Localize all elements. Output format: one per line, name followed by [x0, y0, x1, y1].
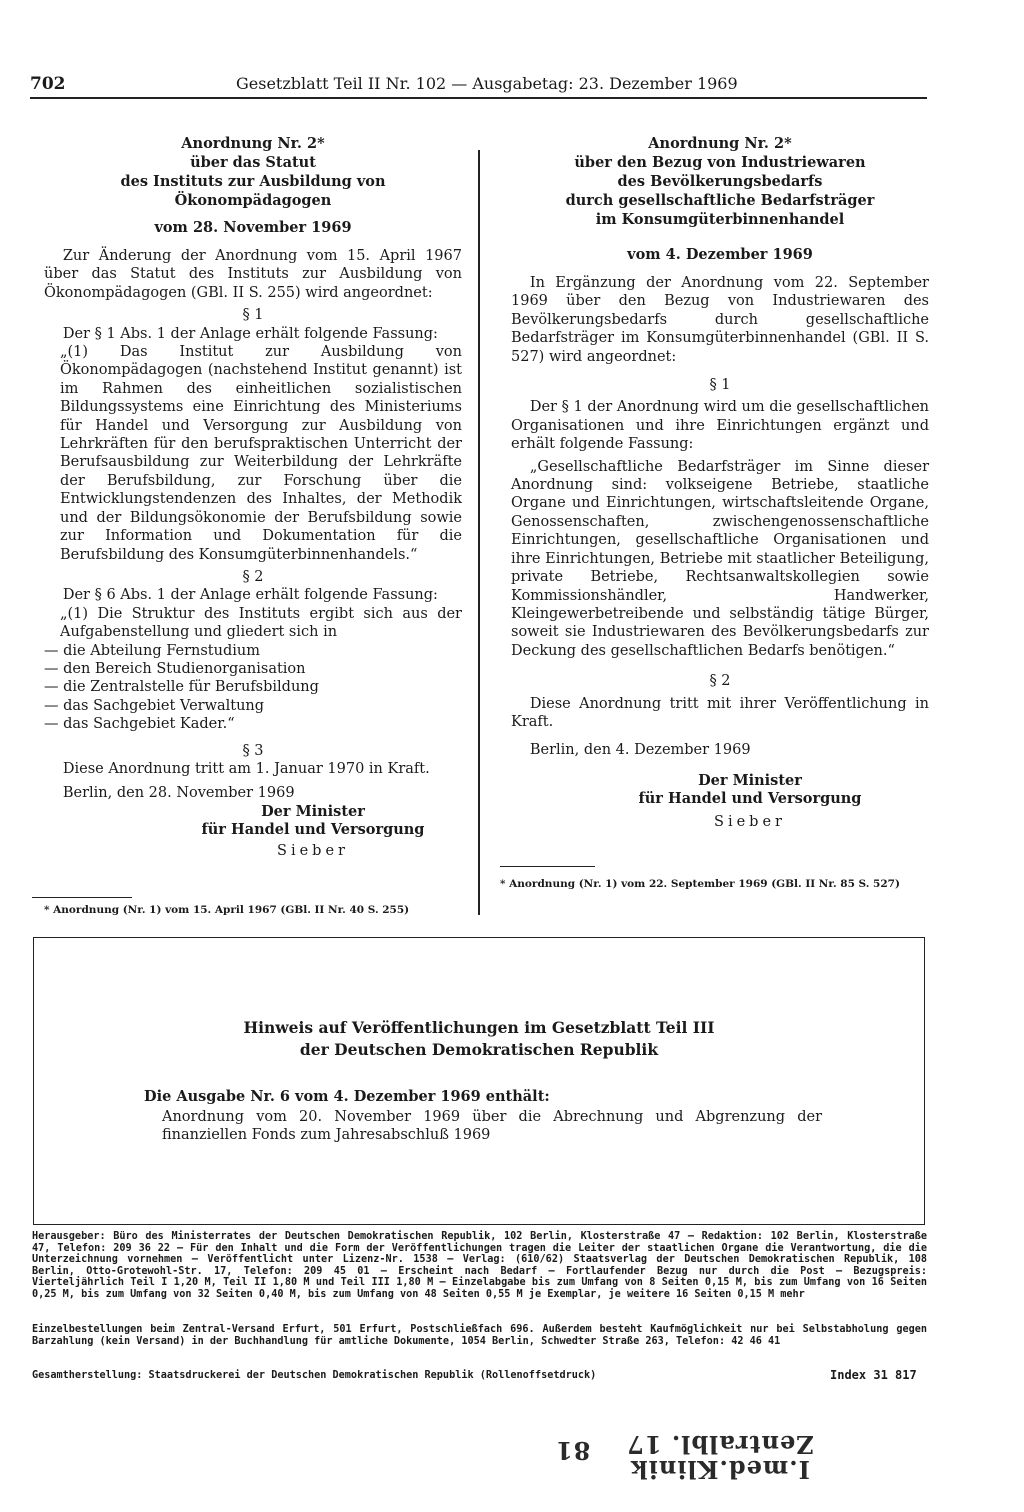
notice-title-2: der Deutschen Demokratischen Republik	[299, 1040, 659, 1059]
right-s1-heading: § 1	[709, 377, 731, 394]
library-stamp	[600, 1430, 840, 1484]
right-title-4: durch gesellschaftliche Bedarfsträger	[565, 192, 875, 209]
right-s2-text: Diese Anordnung tritt mit ihrer Veröffentlichung in Kraft.	[511, 695, 929, 730]
imprint-printer: Gesamtherstellung: Staatsdruckerei der Deutschen Demokratischen Republik (Rollenoffsetdruck)	[32, 1370, 597, 1381]
left-s1-heading: § 1	[242, 307, 264, 324]
stamp-line-1: I.med.Klinik	[630, 1455, 810, 1484]
right-signer: Sieber	[714, 813, 786, 830]
left-footnote: * Anordnung (Nr. 1) vom 15. April 1967 (GBl. II Nr. 40 S. 255)	[44, 904, 410, 916]
left-title-2: über das Statut	[190, 154, 316, 171]
imprint-index: Index 31 817	[830, 1368, 917, 1382]
list-item: — den Bereich Studienorganisation	[44, 660, 306, 677]
column-divider	[478, 150, 480, 915]
left-s1-text: Der § 1 Abs. 1 der Anlage erhält folgende Fassung:	[62, 325, 438, 342]
right-signature-title: Der Minister	[698, 771, 802, 789]
notice-content: Anordnung vom 20. November 1969 über die Abrechnung und Abgrenzung der finanziellen Fonds zum Jahresabschluß 1969	[162, 1109, 822, 1144]
left-intro: Zur Änderung der Anordnung vom 15. April 1967 über das Statut des Instituts zur Ausbildung von Ökonompädagogen (GBl. II S. 255) wird angeordnet:	[44, 248, 462, 301]
list-item: — die Zentralstelle für Berufsbildung	[44, 679, 319, 696]
right-title-5: im Konsumgüterbinnenhandel	[595, 211, 845, 228]
left-s1-quote: „(1) Das Institut zur Ausbildung von Ökonompädagogen (nachstehend Institut genannt) ist im Rahmen des einheitlichen sozialistischen Bildungssystems eine Einrichtung des Ministeriums für Handel und Versorgung zur Ausbildung von Lehrkräften für den berufspraktischen Unterricht der Berufsausbildung zur Weiterbildung der Lehrkräfte der Berufsbildung, zur Forschung über die Entwicklungstendenzen des Inhaltes, der Methodik und der Bildungsökonomie der Berufsbildung sowie zur Information und Dokumentation für die Berufsbildung des Konsumgüterbinnenhandels.“	[60, 344, 462, 563]
left-signer: Sieber	[277, 842, 349, 859]
right-date: vom 4. Dezember 1969	[627, 246, 813, 263]
right-intro: In Ergänzung der Anordnung vom 22. September 1969 über den Bezug von Industriewaren des Bevölkerungsbedarfs durch gesellschaftliche Bedarfsträger im Konsumgüterbinnenhandel (GBl. II S. 527) wird angeordnet:	[511, 275, 929, 365]
left-s3-text: Diese Anordnung tritt am 1. Januar 1970 in Kraft.	[62, 760, 430, 777]
right-title-2: über den Bezug von Industriewaren	[574, 154, 866, 171]
left-date: vom 28. November 1969	[154, 219, 352, 236]
right-s2-heading: § 2	[709, 673, 731, 690]
stamp-line-2	[600, 1430, 840, 1459]
left-footnote-rule	[32, 897, 132, 898]
notice-box	[33, 937, 925, 1225]
left-title-3: des Instituts zur Ausbildung von Ökonompädagogen	[120, 173, 386, 209]
left-s2-quote: „(1) Die Struktur des Instituts ergibt sich aus der Aufgabenstellung und gliedert sich in	[60, 605, 462, 641]
right-s1-quote: „Gesellschaftliche Bedarfsträger im Sinne dieser Anordnung sind: volkseigene Betriebe, staatliche Organe und Einrichtungen, wirtschaftsleitende Organe, Genossenschaften, zwischengenossenschaftliche Einrichtungen, gesellschaftliche Organisationen und ihre Einrichtungen, Betriebe mit staatlicher Beteiligung, private Betriebe, Rechtsanwaltskollegien sowie Kommissionshändler, Handwerker, Kleingewerbetreibende und selbständig tätige Bürger, soweit sie Industriewaren des Bevölkerungsbedarfs zur Deckung des gesellschaftlichen Bedarfs benötigen.“	[511, 458, 929, 659]
right-signature-ministry: für Handel und Versorgung	[638, 790, 862, 808]
list-item: — die Abteilung Fernstudium	[44, 642, 260, 659]
imprint-publisher: Herausgeber: Büro des Ministerrates der Deutschen Demokratischen Republik, 102 Berlin, Klosterstraße 47 – Redaktion: 102 Berlin, Klosterstraße 47, Telefon: 209 36 22 – Für den Inhalt und die Form der Veröffentlichungen tragen die Leiter der staatlichen Organe die Verantwortung, die die Unterzeichnung vornehmen – Veröffentlicht unter Lizenz-Nr. 1538 – Verlag: (610/62) Staatsverlag der Deutschen Demokratischen Republik, 108 Berlin, Otto-Grotewohl-Str. 17, Telefon: 209 45 01 – Erscheint nach Bedarf – Fortlaufender Bezug nur durch die Post – Bezugspreis: Vierteljährlich Teil I 1,20 M, Teil II 1,80 M und Teil III 1,80 M – Einzelabgabe bis zum Umfang von 8 Seiten 0,15 M, bis zum Umfang von 16 Seiten 0,25 M, bis zum Umfang von 32 Seiten 0,40 M, bis zum Umfang von 48 Seiten 0,55 M je Exemplar, je weitere 16 Seiten 0,15 M mehr	[32, 1231, 927, 1300]
left-place-date: Berlin, den 28. November 1969	[62, 785, 295, 802]
left-signature-title: Der Minister	[261, 802, 365, 820]
imprint-orders: Einzelbestellungen beim Zentral-Versand Erfurt, 501 Erfurt, Postschließfach 696. Außerdem besteht Kaufmöglichkeit nur bei Selbstabholung gegen Barzahlung (kein Versand) in der Buchhandlung für amtliche Dokumente, 1054 Berlin, Schwedter Straße 263, Telefon: 42 46 41	[32, 1324, 927, 1347]
right-column	[511, 134, 929, 831]
header-rule	[30, 97, 927, 99]
list-item: — das Sachgebiet Verwaltung	[44, 697, 265, 714]
notice-title-1: Hinweis auf Veröffentlichungen im Gesetzblatt Teil III	[243, 1018, 715, 1037]
page-number: 702	[30, 74, 66, 94]
left-s2-heading: § 2	[242, 568, 264, 585]
left-signature-ministry: für Handel und Versorgung	[201, 821, 425, 839]
left-column	[44, 134, 462, 860]
list-item: — das Sachgebiet Kader.“	[44, 716, 235, 733]
left-s3-heading: § 3	[242, 742, 264, 759]
right-s1-text: Der § 1 der Anordnung wird um die gesellschaftlichen Organisationen und ihre Einrichtungen ergänzt und erhält folgende Fassung:	[511, 399, 929, 453]
right-footnote: * Anordnung (Nr. 1) vom 22. September 1969 (GBl. II Nr. 85 S. 527)	[500, 878, 900, 890]
right-title-1: Anordnung Nr. 2*	[648, 135, 792, 152]
stamp-text: Zentralbl. 17	[626, 1430, 814, 1459]
right-place-date: Berlin, den 4. Dezember 1969	[529, 742, 751, 759]
notice-issue: Die Ausgabe Nr. 6 vom 4. Dezember 1969 enthält:	[144, 1088, 550, 1105]
right-footnote-rule	[500, 866, 595, 867]
left-title-1: Anordnung Nr. 2*	[181, 135, 325, 152]
right-title-3: des Bevölkerungsbedarfs	[617, 173, 823, 190]
stamp-number: 81	[555, 1436, 591, 1465]
running-title: Gesetzblatt Teil II Nr. 102 — Ausgabetag: 23. Dezember 1969	[236, 74, 738, 93]
left-s2-text: Der § 6 Abs. 1 der Anlage erhält folgende Fassung:	[62, 587, 438, 604]
